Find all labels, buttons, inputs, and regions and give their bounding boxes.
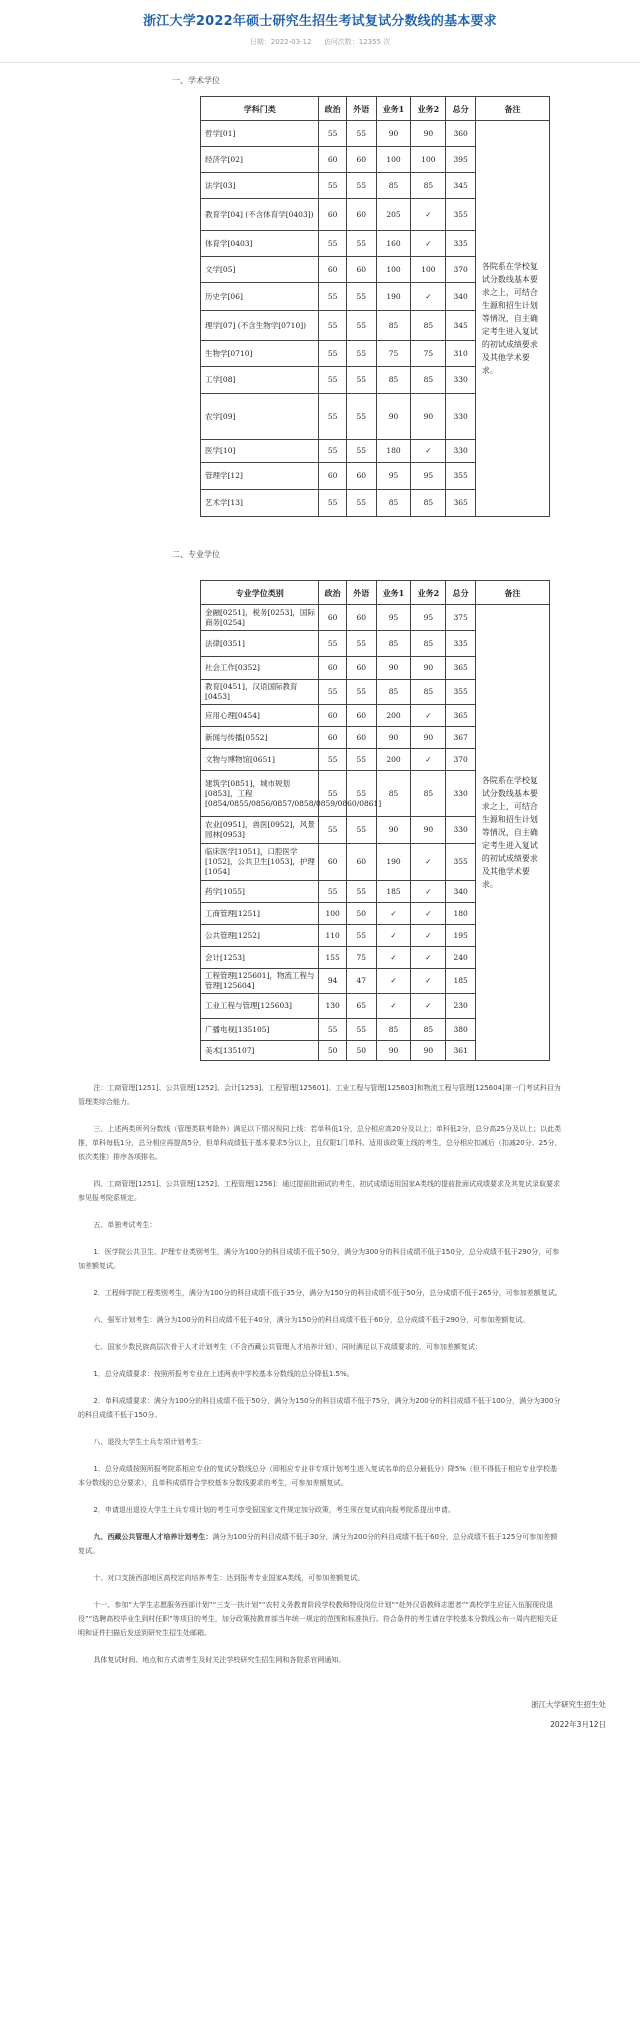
cell-name: 公共管理[1252] xyxy=(201,925,319,947)
paragraph-9 xyxy=(78,1530,562,1558)
cell-language: 60 xyxy=(346,844,376,881)
article-meta xyxy=(0,37,640,47)
cell-name: 历史学[06] xyxy=(201,283,319,311)
cell-total: 361 xyxy=(446,1041,476,1061)
cell-language: 60 xyxy=(346,463,376,490)
paragraph-9-label: 九、西藏公共管理人才培养计划考生： xyxy=(93,1533,213,1541)
cell-course2: 85 xyxy=(411,490,446,517)
paragraph-5-2: 2．工程师学院工程类别考生，满分为100分的科目成绩不低于35分，满分为150分的科目成绩不低于50分，总分成绩不低于265分，可参加差额复试。 xyxy=(93,1289,562,1297)
cell-language: 55 xyxy=(346,881,376,903)
cell-total: 345 xyxy=(446,311,476,341)
cell-total: 365 xyxy=(446,657,476,680)
cell-course1: 180 xyxy=(376,440,411,463)
cell-course2: ✓ xyxy=(411,881,446,903)
cell-course2: 85 xyxy=(411,1019,446,1041)
view-count: 访问次数：12355 次 xyxy=(323,38,391,46)
cell-name: 工业工程与管理[125603] xyxy=(201,994,319,1019)
cell-course1: 205 xyxy=(376,199,411,231)
cell-language: 55 xyxy=(346,817,376,844)
cell-total: 240 xyxy=(446,947,476,969)
cell-name: 文物与博物馆[0651] xyxy=(201,749,319,771)
cell-course1: 90 xyxy=(376,657,411,680)
cell-course1: 200 xyxy=(376,749,411,771)
cell-language: 60 xyxy=(346,199,376,231)
cell-course1: ✓ xyxy=(376,994,411,1019)
cell-total: 345 xyxy=(446,173,476,199)
professional-score-table xyxy=(200,580,550,1061)
cell-language: 55 xyxy=(346,394,376,440)
cell-course1: 90 xyxy=(376,121,411,147)
cell-politics: 55 xyxy=(319,173,346,199)
cell-total: 395 xyxy=(446,147,476,173)
cell-total: 375 xyxy=(446,605,476,631)
cell-total: 355 xyxy=(446,463,476,490)
cell-language: 60 xyxy=(346,705,376,727)
header-politics: 政治 xyxy=(319,97,346,121)
cell-course2: 85 xyxy=(411,631,446,657)
cell-total: 330 xyxy=(446,817,476,844)
cell-total: 365 xyxy=(446,490,476,517)
cell-course2: ✓ xyxy=(411,994,446,1019)
cell-politics: 60 xyxy=(319,199,346,231)
paragraph-5-1: 1．医学院公共卫生、护理专业类别考生，满分为100分的科目成绩不低于50分，满分为300分的科目成绩不低于150分，总分成绩不低于290分，可参加差额复试。 xyxy=(78,1248,560,1270)
cell-name: 新闻与传播[0552] xyxy=(201,727,319,749)
cell-total: 330 xyxy=(446,771,476,817)
cell-course2: 90 xyxy=(411,121,446,147)
table-row xyxy=(201,605,550,631)
article-title: 浙江大学2022年硕士研究生招生考试复试分数线的基本要求 xyxy=(143,14,497,29)
cell-total: 340 xyxy=(446,881,476,903)
cell-course1: ✓ xyxy=(376,903,411,925)
academic-score-table xyxy=(200,96,550,517)
cell-course2: 85 xyxy=(411,771,446,817)
cell-name: 农学[09] xyxy=(201,394,319,440)
cell-name: 教育[0451]，汉语国际教育[0453] xyxy=(201,680,319,705)
cell-name: 经济学[02] xyxy=(201,147,319,173)
cell-politics: 110 xyxy=(319,925,346,947)
paragraph-note: 注：工商管理[1251]、公共管理[1252]、会计[1253]、工程管理[125601]、工业工程与管理[125603]和物流工程与管理[125604]第一门考试科目为管理类综合能力。 xyxy=(78,1084,561,1106)
paragraph-11: 十一、参加“大学生志愿服务西部计划”“三支一扶计划”“农村义务教育阶段学校教师特设岗位计划”“赴外汉语教师志愿者”“高校学生应征入伍服现役退役”“选聘高校毕业生到村任职”等项目的考生，加分政策按教育部当年统一规定的范围和标准执行。符合条件的考生请在学校基本分数线公布一周内把相关证明和证件扫描后发送到研究生招生处邮箱。 xyxy=(78,1601,558,1637)
cell-language: 55 xyxy=(346,231,376,257)
header-language: 外语 xyxy=(346,581,376,605)
cell-language: 55 xyxy=(346,631,376,657)
header-category: 学科门类 xyxy=(201,97,319,121)
cell-course1: 75 xyxy=(376,341,411,367)
cell-course2: 85 xyxy=(411,173,446,199)
cell-language: 60 xyxy=(346,147,376,173)
cell-politics: 55 xyxy=(319,1019,346,1041)
cell-name: 会计[1253] xyxy=(201,947,319,969)
cell-name: 法律[0351] xyxy=(201,631,319,657)
cell-name: 临床医学[1051]，口腔医学[1052]，公共卫生[1053]，护理[1054] xyxy=(201,844,319,881)
table-row xyxy=(201,121,550,147)
cell-politics: 55 xyxy=(319,749,346,771)
cell-language: 60 xyxy=(346,257,376,283)
cell-course2: 95 xyxy=(411,463,446,490)
cell-politics: 55 xyxy=(319,680,346,705)
header-course1: 业务1 xyxy=(376,97,411,121)
cell-course2: ✓ xyxy=(411,844,446,881)
cell-politics: 60 xyxy=(319,147,346,173)
cell-course1: 190 xyxy=(376,844,411,881)
cell-language: 55 xyxy=(346,173,376,199)
cell-name: 管理学[12] xyxy=(201,463,319,490)
cell-total: 340 xyxy=(446,283,476,311)
cell-course2: 100 xyxy=(411,257,446,283)
cell-total: 330 xyxy=(446,394,476,440)
cell-politics: 55 xyxy=(319,440,346,463)
cell-total: 380 xyxy=(446,1019,476,1041)
remark-note: 各院系在学校复试分数线基本要求之上，可结合生源和招生计划等情况，自主确定考生进入复试的初试成绩要求及其他学术要求。 xyxy=(475,121,549,517)
cell-course1: 85 xyxy=(376,367,411,394)
cell-politics: 55 xyxy=(319,311,346,341)
cell-language: 55 xyxy=(346,121,376,147)
header-remark: 备注 xyxy=(475,97,549,121)
cell-total: 335 xyxy=(446,231,476,257)
cell-course1: 85 xyxy=(376,490,411,517)
cell-language: 55 xyxy=(346,1019,376,1041)
cell-total: 330 xyxy=(446,440,476,463)
cell-language: 60 xyxy=(346,605,376,631)
cell-course1: 185 xyxy=(376,881,411,903)
cell-name: 金融[0251]，税务[0253]，国际商务[0254] xyxy=(201,605,319,631)
cell-language: 55 xyxy=(346,311,376,341)
cell-language: 50 xyxy=(346,1041,376,1061)
header-language: 外语 xyxy=(346,97,376,121)
cell-language: 55 xyxy=(346,283,376,311)
cell-course2: ✓ xyxy=(411,283,446,311)
cell-name: 建筑学[0851]，城市规划[0853]，工程[0854/0855/0856/0857/0858/0859/0860/0861] xyxy=(201,771,319,817)
paragraph-12: 具体复试时间、地点和方式请考生及时关注学校研究生招生网和各院系官网通知。 xyxy=(93,1656,346,1664)
cell-course2: 95 xyxy=(411,605,446,631)
cell-course2: ✓ xyxy=(411,925,446,947)
cell-politics: 55 xyxy=(319,490,346,517)
cell-course1: 95 xyxy=(376,605,411,631)
header-total: 总分 xyxy=(446,581,476,605)
cell-total: 310 xyxy=(446,341,476,367)
cell-name: 教育学[04] (不含体育学[0403]) xyxy=(201,199,319,231)
cell-total: 360 xyxy=(446,121,476,147)
cell-total: 370 xyxy=(446,749,476,771)
cell-course1: ✓ xyxy=(376,947,411,969)
paragraph-10: 十、对口支援西部地区高校定向培养考生：达到报考专业国家A类线，可参加差额复试。 xyxy=(93,1574,365,1582)
cell-name: 工程管理[125601]，物流工程与管理[125604] xyxy=(201,969,319,994)
cell-course1: 85 xyxy=(376,311,411,341)
signature-org: 浙江大学研究生招生处 xyxy=(531,1700,606,1709)
paragraph-8: 八、退役大学生士兵专项计划考生： xyxy=(93,1438,206,1446)
cell-total: 195 xyxy=(446,925,476,947)
cell-name: 哲学[01] xyxy=(201,121,319,147)
cell-name: 艺术学[13] xyxy=(201,490,319,517)
cell-language: 55 xyxy=(346,749,376,771)
cell-total: 365 xyxy=(446,705,476,727)
cell-course2: 90 xyxy=(411,1041,446,1061)
cell-politics: 94 xyxy=(319,969,346,994)
cell-course2: 85 xyxy=(411,680,446,705)
cell-language: 55 xyxy=(346,440,376,463)
cell-course1: 100 xyxy=(376,147,411,173)
cell-course2: 90 xyxy=(411,817,446,844)
cell-politics: 60 xyxy=(319,257,346,283)
cell-course1: 85 xyxy=(376,771,411,817)
cell-politics: 55 xyxy=(319,771,346,817)
header-course1: 业务1 xyxy=(376,581,411,605)
cell-course1: ✓ xyxy=(376,969,411,994)
cell-name: 法学[03] xyxy=(201,173,319,199)
article-header xyxy=(0,0,640,63)
cell-language: 55 xyxy=(346,771,376,817)
cell-course1: 95 xyxy=(376,463,411,490)
cell-language: 60 xyxy=(346,657,376,680)
cell-language: 55 xyxy=(346,925,376,947)
paragraph-4: 四、工商管理[1251]、公共管理[1252]、工程管理[1256]：通过提前批面试的考生，初试成绩适用国家A类线的提前批面试成绩要求及其复试录取要求参见报考院系规定。 xyxy=(78,1180,561,1202)
cell-course1: 85 xyxy=(376,680,411,705)
cell-name: 社会工作[0352] xyxy=(201,657,319,680)
cell-course1: 160 xyxy=(376,231,411,257)
cell-politics: 55 xyxy=(319,283,346,311)
cell-course2: ✓ xyxy=(411,199,446,231)
paragraph-5: 五、单独考试考生： xyxy=(93,1221,157,1229)
cell-politics: 55 xyxy=(319,394,346,440)
cell-total: 370 xyxy=(446,257,476,283)
cell-politics: 55 xyxy=(319,631,346,657)
cell-politics: 130 xyxy=(319,994,346,1019)
cell-politics: 100 xyxy=(319,903,346,925)
paragraph-9-text: 满分为100分的科目成绩不低于30分，满分为200分的科目成绩不低于60分，总分成绩不低于125分可参加差额复试。 xyxy=(78,1533,558,1555)
cell-course1: 90 xyxy=(376,1041,411,1061)
paragraph-7: 七、国家少数民族高层次骨干人才计划考生（不含西藏公共管理人才培养计划），同时满足以下成绩要求的，可参加差额复试： xyxy=(93,1343,482,1351)
cell-name: 应用心理[0454] xyxy=(201,705,319,727)
cell-politics: 60 xyxy=(319,657,346,680)
paragraph-7-2: 2．单科成绩要求：满分为100分的科目成绩不低于50分，满分为150分的科目成绩不低于75分，满分为200分的科目成绩不低于100分，满分为300分的科目成绩不低于150分。 xyxy=(78,1397,561,1419)
cell-language: 55 xyxy=(346,367,376,394)
cell-name: 美术[135107] xyxy=(201,1041,319,1061)
section-academic-heading: 一、学术学位 xyxy=(172,76,220,85)
cell-language: 75 xyxy=(346,947,376,969)
cell-name: 文学[05] xyxy=(201,257,319,283)
signature-date: 2022年3月12日 xyxy=(550,1720,606,1729)
header-course2: 业务2 xyxy=(411,581,446,605)
cell-course2: 85 xyxy=(411,367,446,394)
cell-course2: ✓ xyxy=(411,969,446,994)
header-remark: 备注 xyxy=(475,581,549,605)
cell-course2: 90 xyxy=(411,657,446,680)
cell-politics: 155 xyxy=(319,947,346,969)
cell-name: 工商管理[1251] xyxy=(201,903,319,925)
cell-course2: 85 xyxy=(411,311,446,341)
cell-name: 医学[10] xyxy=(201,440,319,463)
cell-course2: ✓ xyxy=(411,903,446,925)
cell-name: 生物学[0710] xyxy=(201,341,319,367)
paragraph-6: 六、强军计划考生：满分为100分的科目成绩不低于40分，满分为150分的科目成绩不低于60分，总分成绩不低于290分，可参加差额复试。 xyxy=(93,1316,530,1324)
cell-course1: 100 xyxy=(376,257,411,283)
cell-politics: 60 xyxy=(319,463,346,490)
cell-total: 355 xyxy=(446,844,476,881)
cell-course2: ✓ xyxy=(411,749,446,771)
publish-date: 日期：2022-03-12 xyxy=(249,38,312,46)
cell-course1: 85 xyxy=(376,173,411,199)
cell-course1: 200 xyxy=(376,705,411,727)
cell-language: 55 xyxy=(346,341,376,367)
cell-course1: 190 xyxy=(376,283,411,311)
cell-politics: 60 xyxy=(319,727,346,749)
cell-course2: 100 xyxy=(411,147,446,173)
cell-total: 355 xyxy=(446,680,476,705)
cell-politics: 60 xyxy=(319,844,346,881)
header-category: 专业学位类别 xyxy=(201,581,319,605)
cell-course2: ✓ xyxy=(411,705,446,727)
header-politics: 政治 xyxy=(319,581,346,605)
cell-politics: 50 xyxy=(319,1041,346,1061)
paragraph-7-1: 1．总分成绩要求：按照所报考专业在上述两表中学校基本分数线的总分降低1.5%。 xyxy=(93,1370,354,1378)
cell-language: 60 xyxy=(346,727,376,749)
cell-language: 47 xyxy=(346,969,376,994)
cell-politics: 60 xyxy=(319,705,346,727)
cell-course1: ✓ xyxy=(376,925,411,947)
cell-total: 330 xyxy=(446,367,476,394)
cell-politics: 55 xyxy=(319,817,346,844)
cell-politics: 55 xyxy=(319,367,346,394)
article-body xyxy=(0,62,640,1735)
cell-course1: 85 xyxy=(376,631,411,657)
remark-note: 各院系在学校复试分数线基本要求之上，可结合生源和招生计划等情况，自主确定考生进入复试的初试成绩要求及其他学术要求。 xyxy=(475,605,549,1061)
cell-total: 230 xyxy=(446,994,476,1019)
paragraph-3: 三、上述两类所列分数线（管理类联考除外）满足以下情况视同上线：若单科低1分，总分相应高20分及以上；单科低2分，总分高25分及以上；以此类推，单科每低1分，总分相应再提高5分，但单科成绩低于基本要求5分以上，且仅限1门单科。适用该政策上线的考生，总分相应扣减后（扣减20分、25分，依次类推）排序各项排名。 xyxy=(78,1125,562,1161)
cell-course2: 90 xyxy=(411,394,446,440)
paragraph-8-1: 1．总分成绩按照所报考院系相应专业的复试分数线总分（即相应专业非专项计划考生进入复试名单的总分最低分）降5%（但不得低于相应专业学校基本分数线的总分要求），且单科成绩符合学校基本分数线要求的考生，可参加差额复试。 xyxy=(78,1465,557,1487)
header-course2: 业务2 xyxy=(411,97,446,121)
section-professional-heading: 二、专业学位 xyxy=(172,550,220,559)
cell-total: 355 xyxy=(446,199,476,231)
cell-course2: ✓ xyxy=(411,947,446,969)
paragraph-8-2: 2．申请退出退役大学生士兵专项计划的考生可享受报国家文件规定加分政策，考生须在复试前向报考院系提出申请。 xyxy=(93,1506,455,1514)
cell-language: 65 xyxy=(346,994,376,1019)
cell-course2: ✓ xyxy=(411,440,446,463)
cell-total: 185 xyxy=(446,969,476,994)
cell-course1: 85 xyxy=(376,1019,411,1041)
cell-language: 55 xyxy=(346,680,376,705)
cell-name: 体育学[0403] xyxy=(201,231,319,257)
cell-course2: 90 xyxy=(411,727,446,749)
cell-language: 50 xyxy=(346,903,376,925)
cell-total: 335 xyxy=(446,631,476,657)
cell-politics: 60 xyxy=(319,605,346,631)
cell-total: 180 xyxy=(446,903,476,925)
cell-language: 55 xyxy=(346,490,376,517)
cell-course1: 90 xyxy=(376,727,411,749)
cell-name: 广播电视[135105] xyxy=(201,1019,319,1041)
cell-course1: 90 xyxy=(376,817,411,844)
header-total: 总分 xyxy=(446,97,476,121)
cell-course2: ✓ xyxy=(411,231,446,257)
cell-name: 理学[07] (不含生物学[0710]) xyxy=(201,311,319,341)
cell-politics: 55 xyxy=(319,231,346,257)
cell-total: 367 xyxy=(446,727,476,749)
cell-course1: 90 xyxy=(376,394,411,440)
cell-politics: 55 xyxy=(319,881,346,903)
cell-politics: 55 xyxy=(319,341,346,367)
cell-name: 农业[0951]，兽医[0952]，风景园林[0953] xyxy=(201,817,319,844)
cell-name: 工学[08] xyxy=(201,367,319,394)
cell-name: 药学[1055] xyxy=(201,881,319,903)
cell-course2: 75 xyxy=(411,341,446,367)
cell-politics: 55 xyxy=(319,121,346,147)
